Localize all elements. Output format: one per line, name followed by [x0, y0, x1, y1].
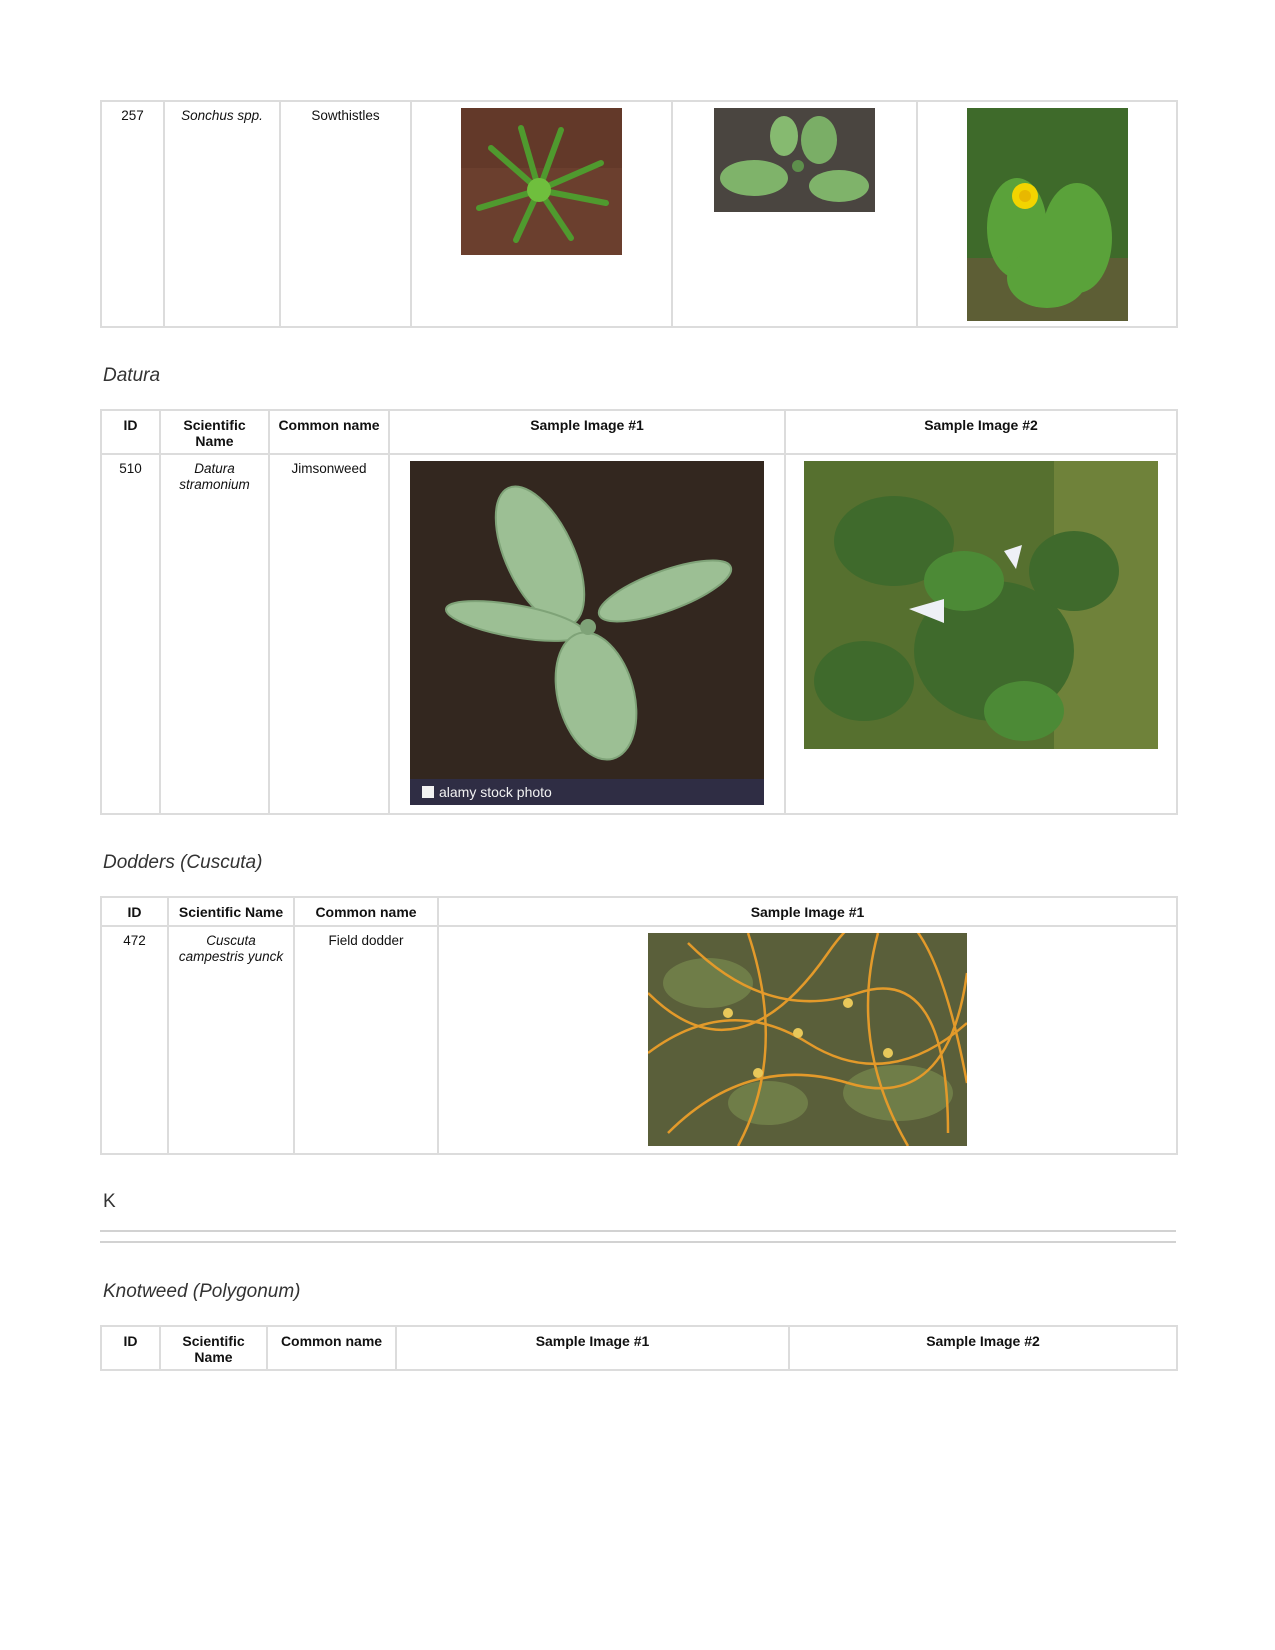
seedling-illustration [410, 461, 764, 805]
header-common-name: Common name [269, 410, 389, 454]
letter-heading: K [103, 1191, 116, 1212]
sowthistle-seedling-photo [714, 108, 875, 212]
divider [100, 1241, 1176, 1243]
sowthistle-rosette-photo [461, 108, 622, 255]
sonchus-table [100, 100, 1178, 328]
table-row [101, 454, 1177, 814]
header-row [101, 410, 1177, 454]
header-id: ID [101, 1326, 160, 1370]
section-title-dodders: Dodders (Cuscuta) [103, 852, 263, 873]
scientific-name-cell: Datura stramonium [160, 454, 269, 814]
common-name-cell: Jimsonweed [269, 454, 389, 814]
header-id: ID [101, 410, 160, 454]
sample-image-cell-1 [438, 926, 1177, 1154]
header-scientific-name: Scientific Name [168, 897, 294, 926]
header-common-name: Common name [294, 897, 438, 926]
datura-table [100, 409, 1178, 815]
header-common-name: Common name [267, 1326, 396, 1370]
sowthistle-flowering-photo [967, 108, 1128, 321]
section-title-datura: Datura [103, 365, 161, 386]
jimsonweed-flowering-photo [804, 461, 1158, 749]
sample-image-cell-1 [411, 101, 672, 327]
table-row [101, 926, 1177, 1154]
watermark-text: alamy stock photo [439, 784, 552, 800]
scientific-name-cell: Cuscuta campestris yunck [168, 926, 294, 1154]
scientific-name-cell: Sonchus spp. [164, 101, 280, 327]
table-row [101, 101, 1177, 327]
alamy-logo-icon [422, 786, 434, 798]
sample-image-cell-2 [672, 101, 917, 327]
header-scientific-name: Scientific Name [160, 1326, 267, 1370]
header-sample-image-1: Sample Image #1 [438, 897, 1177, 926]
sample-image-cell-1 [389, 454, 785, 814]
sample-image-cell-3 [917, 101, 1177, 327]
divider [100, 1230, 1176, 1232]
section-title-knotweed: Knotweed (Polygonum) [103, 1281, 301, 1302]
id-cell: 510 [101, 454, 160, 814]
header-sample-image-1: Sample Image #1 [396, 1326, 789, 1370]
common-name-cell: Field dodder [294, 926, 438, 1154]
header-sample-image-2: Sample Image #2 [785, 410, 1177, 454]
dodders-table [100, 896, 1178, 1155]
header-row [101, 897, 1177, 926]
header-row [101, 1326, 1177, 1370]
field-dodder-photo [648, 933, 967, 1146]
knotweed-table [100, 1325, 1178, 1371]
id-cell: 257 [101, 101, 164, 327]
watermark-bar [410, 779, 764, 805]
header-sample-image-2: Sample Image #2 [789, 1326, 1177, 1370]
jimsonweed-seedling-photo [410, 461, 764, 805]
common-name-cell: Sowthistles [280, 101, 411, 327]
id-cell: 472 [101, 926, 168, 1154]
header-scientific-name: Scientific Name [160, 410, 269, 454]
sample-image-cell-2 [785, 454, 1177, 814]
header-id: ID [101, 897, 168, 926]
header-sample-image-1: Sample Image #1 [389, 410, 785, 454]
